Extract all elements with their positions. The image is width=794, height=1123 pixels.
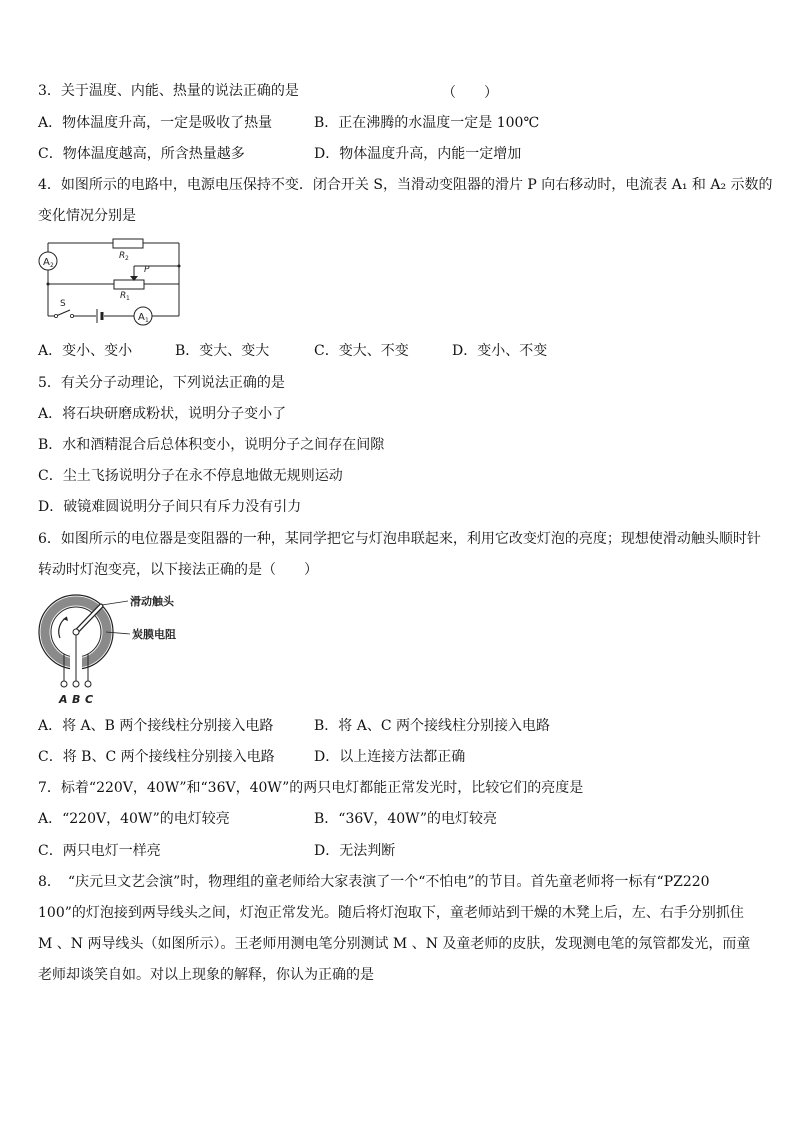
q5-option-a: A．将石块研磨成粉状，说明分子变小了 [38,406,287,422]
p-label: P [144,265,150,275]
a2-subscript: 2 [50,262,54,269]
q6-stem-line1: 6．如图所示的电位器是变阻器的一种，某同学把它与灯泡串联起来，利用它改变灯泡的亮度；现想使滑动触头顺时针 [38,531,761,547]
q4-stem-line1: 4．如图所示的电路中，电源电压保持不变．闭合开关 S，当滑动变阻器的滑片 P 向右移动时，电流表 A₁ 和 A₂ 示数的 [38,177,773,193]
q6-potentiometer-figure [36,590,196,706]
q8-line4: 老师却谈笑自如。对以上现象的解释，你认为正确的是 [38,967,374,983]
q8-line2: 100”的灯泡接到两导线头之间，灯泡正常发光。随后将灯泡取下，童老师站到干燥的木凳上后，左、右手分别抓住 [38,905,744,921]
q7-stem: 7．标着“220V，40W”和“36V，40W”的两只电灯都能正常发光时，比较它们的亮度是 [38,780,584,796]
q3-option-d: D．物体温度升高，内能一定增加 [314,146,522,162]
q6-option-d: D．以上连接方法都正确 [314,749,466,765]
q8-line1: 8． “庆元旦文艺会演”时，物理组的童老师给大家表演了一个“不怕电”的节目。首先童老师将一标有“PZ220 [38,874,710,890]
q4-stem-line2: 变化情况分别是 [38,208,136,224]
q4-option-b: B．变大、变大 [175,343,270,359]
q5-option-b: B．水和酒精混合后总体积变小，说明分子之间存在间隙 [38,437,385,453]
r2-label: R [119,251,126,261]
q7-option-d: D．无法判断 [314,843,396,859]
carbon-film-label: 炭膜电阻 [132,628,176,641]
switch-label: S [60,299,66,309]
slider-contact-label: 滑动触头 [130,595,174,608]
q5-option-d: D．破镜难圆说明分子间只有斥力没有引力 [38,499,302,515]
q4-option-d: D．变小、不变 [452,343,548,359]
q6-stem-line2: 转动时灯泡变亮，以下接法正确的是（ ） [38,562,318,578]
terminal-a-label: A [59,693,68,706]
q7-option-a: A．“220V，40W”的电灯较亮 [38,811,230,827]
q6-option-b: B．将 A、C 两个接线柱分别接入电路 [314,718,551,734]
q5-option-c: C．尘土飞扬说明分子在永不停息地做无规则运动 [38,468,343,484]
a1-subscript: 1 [145,317,149,324]
terminal-b-label: B [72,693,81,706]
a1-label: A [138,312,145,323]
q6-option-a: A．将 A、B 两个接线柱分别接入电路 [38,718,274,734]
q8-line3: M 、N 两导线头（如图所示）。王老师用测电笔分别测试 M 、N 及童老师的皮肤，发现测电笔的氖管都发光，而童 [38,936,751,952]
q7-option-c: C．两只电灯一样亮 [38,843,161,859]
q7-option-b: B．“36V，40W”的电灯较亮 [314,811,497,827]
a2-label: A [43,257,50,268]
q3-stem: 3．关于温度、内能、热量的说法正确的是 [38,83,299,99]
q3-answer-bracket: （ ） [442,85,498,101]
q3-option-c: C．物体温度越高，所含热量越多 [38,146,245,162]
q3-option-b: B．正在沸腾的水温度一定是 100℃ [314,115,540,131]
q4-option-a: A．变小、变小 [38,343,133,359]
q3-option-a: A．物体温度升高，一定是吸收了热量 [38,115,273,131]
q4-circuit-diagram [34,236,184,328]
terminal-c-label: C [85,693,94,706]
r2-subscript: 2 [125,255,129,262]
q5-stem: 5．有关分子动理论，下列说法正确的是 [38,375,285,391]
q4-option-c: C．变大、不变 [314,343,409,359]
q6-option-c: C．将 B、C 两个接线柱分别接入电路 [38,749,275,765]
r1-label: R [120,291,127,301]
r1-subscript: 1 [126,295,130,302]
